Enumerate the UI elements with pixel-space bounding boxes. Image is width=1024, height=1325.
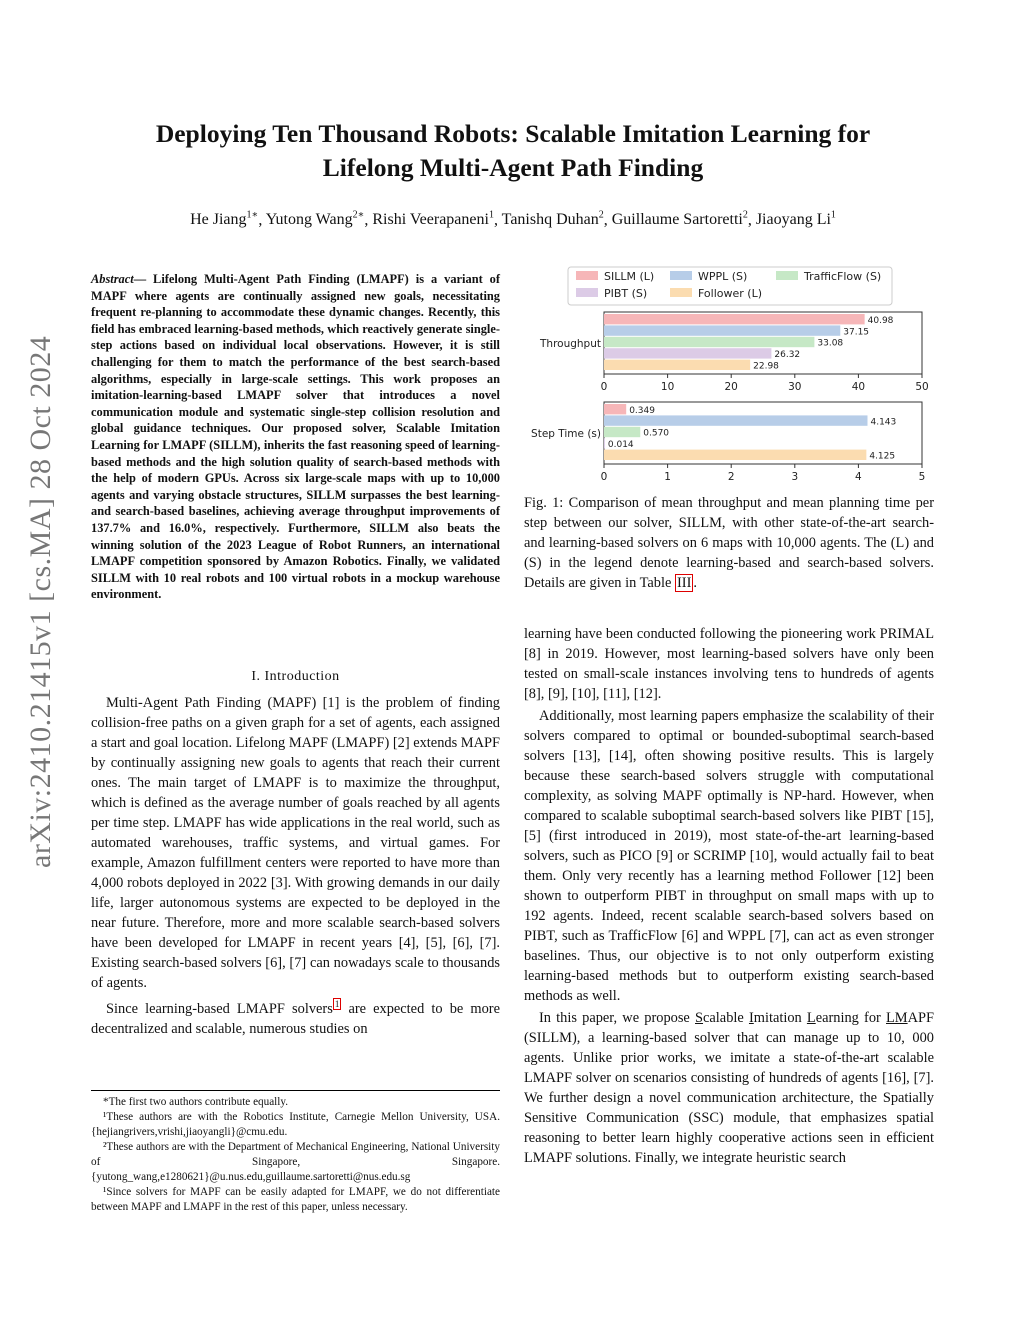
- tick-label: 10: [660, 381, 675, 393]
- data-label: 4.143: [870, 417, 897, 428]
- data-label: 26.32: [774, 350, 801, 361]
- title-line-1: Deploying Ten Thousand Robots: Scalable Imitation Learning for: [155, 119, 871, 148]
- paragraph: Multi-Agent Path Finding (MAPF) [1] is the problem of finding collision-free paths on a given graph for a set of agents, each assigned a start and goal location. Lifelong MAPF (LMAPF) [2] extends MAPF by continually assigning new goals to agents that reach their current ones. The main target of LMAPF is to maximize the throughput, which is defined as the average number of goals reached by all agents per time step. LMAPF has wide applications in the real world, such as automated warehouses, traffic systems, and virtual games. For example, Amazon fulfillment centers were reported to have more than 4,000 robots deployed in 2022 [3]. With growing demands in our daily life, larger autonomous systems are expected to be deployed in the near future. Therefore, more and more scalable search-based solvers have been developed for LMAPF in recent years [4], [5], [6], [7]. Existing search-based solvers [6], [7] can nowadays scale to thousands of agents.: [91, 695, 500, 991]
- tick-label: 5: [918, 471, 926, 483]
- tick-label: 50: [915, 381, 929, 393]
- bar: [604, 337, 814, 347]
- author: Tanishq Duhan$^2$: [501, 210, 604, 229]
- legend-label: WPPL (S): [698, 270, 748, 283]
- abstract: [91, 271, 500, 603]
- chart-svg: [520, 262, 940, 487]
- bar: [604, 360, 750, 370]
- data-label: 0.570: [643, 428, 670, 439]
- tick-label: 2: [727, 471, 735, 483]
- abstract-text: — Lifelong Multi-Agent Path Finding (LMAPF) is a variant of MAPF where agents are continually assigned new goals, necessitating frequent re-planning to accommodate these dynamic changes. Recently, this field has embraced learning-based methods, which reactively generate single-step actions based on individual local observations. However, it is still challenging for them to match the performance of the best search-based algorithms, especially in large-scale settings. This work proposes an imitation-learning-based LMAPF solver that introduces a novel communication module and systematic single-step collision resolution and global guidance techniques. Our proposed solver, Scalable Imitation Learning for LMAPF (SILLM), inherits the fast reasoning speed of learning-based methods and the high solution quality of search-based methods with the help of modern GPUs. Across six large-scale maps with up to 10,000 agents and varying obstacle structures, SILLM surpasses the best learning- and search-based baselines, achieving average throughput improvements of 137.7% and 16.0%, respectively. Furthermore, SILLM also beats the winning solution of the 2023 League of Robot Runners, an international LMAPF competition sponsored by Amazon Robotics. Finally, we validated SILLM with 10 real robots and 100 virtual robots in a mockup warehouse environment.: [91, 272, 500, 602]
- footnote: ¹Since solvers for MAPF can be easily adapted for LMAPF, we do not differentiate between MAPF and LMAPF in the rest of this paper, unless necessary.: [91, 1186, 500, 1213]
- data-label: 22.98: [753, 361, 779, 372]
- author: He Jiang$^{1∗}$: [190, 210, 259, 229]
- bar: [604, 314, 865, 324]
- author: Rishi Veerapaneni$^1$: [372, 210, 494, 229]
- author-list: He Jiang$^{1∗}$, Yutong Wang$^{2∗}$, Rishi Veerapaneni$^1$, Tanishq Duhan$^2$, Guillaume Sartoretti$^2$, Jiaoyang Li$^1$: [190, 210, 836, 229]
- data-label: 0.349: [629, 405, 655, 416]
- bar: [604, 438, 605, 448]
- paper-title: [90, 117, 936, 185]
- legend-label: TrafficFlow (S): [804, 270, 882, 283]
- axis-label: Throughput: [540, 338, 601, 350]
- data-label: 37.15: [843, 327, 870, 338]
- figure-1-chart: [520, 262, 940, 487]
- bar: [604, 325, 840, 335]
- bar: [604, 404, 626, 414]
- paragraph: In this paper, we propose Scalable Imitation Learning for LMAPF (SILLM), a learning-based solver that can manage up to 10, 000 agents. Unlike prior works, we imitate a state-of-the-art scalable LMAPF solver on scenarios consisting of hundreds of agents [16], [7]. We further design a novel communication architecture, the Spatially Sensitive Communication (SSC) module, that emphasizes spatial reasoning to better learn highly cooperative actions seen in efficient LMAPF solutions. Finally, we integrate heuristic search: [524, 1010, 935, 1166]
- arxiv-identifier: arXiv:2410.21415v1 [cs.MA] 28 Oct 2024: [24, 335, 57, 868]
- title-line-2: Lifelong Multi-Agent Path Finding: [322, 153, 704, 182]
- left-column-body: [91, 693, 500, 1039]
- legend-swatch: [670, 288, 692, 297]
- paragraph: Since learning-based LMAPF solvers $^1$ are expected to be more decentralized and scalable, numerous studies on: [91, 999, 500, 1037]
- legend-label: SILLM (L): [604, 270, 655, 283]
- legend-label: Follower (L): [698, 287, 763, 300]
- paragraph: learning have been conducted following the pioneering work PRIMAL [8] in 2019. However, most learning-based solvers have only been tested on small-scale instances involving tens to hundreds of agents [8], [9], [10], [11], [12].: [524, 626, 934, 702]
- data-label: 40.98: [867, 315, 894, 326]
- tick-label: 20: [724, 381, 738, 393]
- footnote: *The first two authors contribute equally.: [103, 1096, 289, 1108]
- tick-label: 0: [600, 381, 608, 393]
- legend-swatch: [576, 271, 598, 280]
- tick-label: 30: [788, 381, 802, 393]
- tick-label: 3: [791, 471, 799, 483]
- tick-label: 0: [600, 471, 608, 483]
- bar: [604, 450, 866, 460]
- figure-caption: Fig. 1: Comparison of mean throughput and mean planning time per step between our solver, SILLM, with other state-of-the-art search- and learning-based solvers on 6 maps with 10,000 agents. The (L) and (S) in the legend denote learning-based and search-based solvers. Details are given in Table III .: [524, 495, 934, 591]
- tick-label: 40: [851, 381, 866, 393]
- tick-label: 4: [855, 471, 862, 483]
- paragraph: Additionally, most learning papers emphasize the scalability of their solvers compared to optimal or bounded-suboptimal search-based solvers [13], [14], often showing positive results. This is largely because these search-based solvers struggle with computational complexity, as solving MAPF optimally is NP-hard. However, when compared to scalable suboptimal search-based solvers like PIBT [15], [5] (first introduced in 2019), most state-of-the-art learning-based solvers, such as PICO [9] or SCRIMP [10], would actually fail to beat them. Only very recently has a learning method Follower [12] been shown to outperform PIBT in throughput on small maps with up to 192 agents. Indeed, recent scalable search-based solvers based on PIBT, such as TrafficFlow [6] and WPPL [7], can act as even stronger baselines. Thus, our objective is to not only outperform existing learning-based methods but to outperform existing search-based methods as well.: [524, 708, 934, 1004]
- author: Guillaume Sartoretti$^2$: [611, 210, 748, 229]
- tick-label: 1: [664, 471, 671, 483]
- author: Jiaoyang Li$^1$: [755, 210, 836, 229]
- legend-swatch: [576, 288, 598, 297]
- footnote: ¹These authors are with the Robotics Institute, Carnegie Mellon University, USA. {hejiangrivers,vrishi,jiaoyangli}@cmu.edu.: [91, 1111, 500, 1138]
- author: Yutong Wang$^{2∗}$: [265, 210, 365, 229]
- abstract-label: Abstract: [91, 272, 134, 286]
- legend-label: PIBT (S): [604, 287, 648, 300]
- legend-swatch: [776, 271, 798, 280]
- footnote-ref-link[interactable]: 1: [334, 999, 340, 1009]
- axis-label: Step Time (s): [531, 428, 601, 440]
- legend-swatch: [670, 271, 692, 280]
- data-label: 4.125: [869, 451, 896, 462]
- section-heading-introduction: I. Introduction: [251, 669, 340, 684]
- bar: [604, 348, 771, 358]
- footnotes: [91, 1090, 500, 1215]
- bar: [604, 427, 640, 437]
- bar: [604, 415, 867, 425]
- footnote: ²These authors are with the Department of Mechanical Engineering, National University of Singapore, Singapore. {yutong_wang,e1280621}@u.nus.edu,guillaume.sartoretti@nus.edu.sg: [91, 1141, 500, 1183]
- table-ref-link[interactable]: III: [677, 575, 692, 591]
- data-label: 0.014: [607, 440, 634, 451]
- right-column-body: [524, 624, 934, 1168]
- data-label: 33.08: [817, 338, 844, 349]
